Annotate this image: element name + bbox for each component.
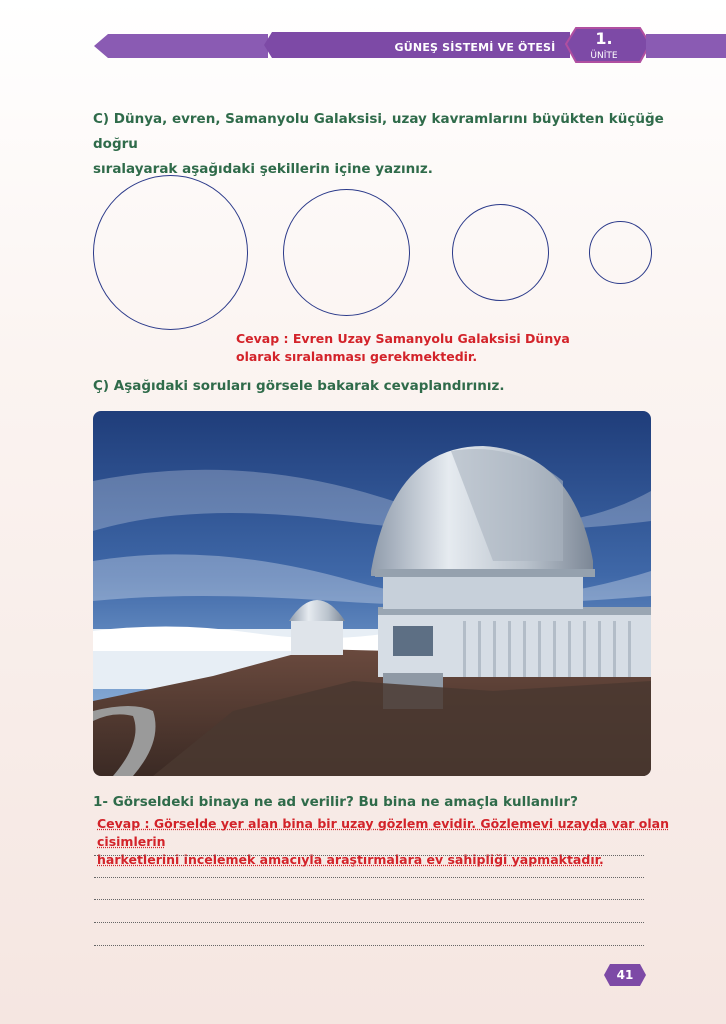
page-number: 41: [616, 968, 634, 982]
observatory-photo: [93, 411, 651, 776]
writing-line[interactable]: [94, 855, 644, 856]
question-cc: Ç) Aşağıdaki soruları görsele bakarak cevaplandırınız.: [93, 378, 505, 394]
answer-c-line1: Cevap : Evren Uzay Samanyolu Galaksisi Dünya: [236, 331, 570, 346]
answer-c-line2: olarak sıralanması gerekmektedir.: [236, 349, 478, 364]
chapter-title: GÜNEŞ SİSTEMİ VE ÖTESİ: [394, 40, 556, 54]
circle-large[interactable]: [283, 189, 410, 316]
circle-small[interactable]: [589, 221, 652, 284]
unit-label: ÜNİTE: [590, 51, 618, 61]
question-c-line1: C) Dünya, evren, Samanyolu Galaksisi, uzay kavramlarını büyükten küçüğe doğru: [93, 111, 664, 152]
writing-line[interactable]: [94, 877, 644, 878]
answer-c: [236, 330, 656, 366]
question-c-line2: sıralayarak aşağıdaki şekillerin içine yazınız.: [93, 161, 433, 177]
writing-line[interactable]: [94, 945, 644, 946]
question-1: 1- Görseldeki binaya ne ad verilir? Bu bina ne amaçla kullanılır?: [93, 794, 578, 810]
circle-largest[interactable]: [93, 175, 248, 330]
question-c: [93, 107, 693, 182]
writing-line[interactable]: [94, 922, 644, 923]
circle-medium[interactable]: [452, 204, 549, 301]
writing-line[interactable]: [94, 899, 644, 900]
answer-1-line2: harketlerini incelemek amacıyla araştırmalara ev sahipliği yapmaktadır.: [97, 852, 604, 867]
unit-number: 1.: [595, 29, 613, 48]
answer-1-line1: Cevap : Görselde yer alan bina bir uzay gözlem evidir. Gözlemevi uzayda var olan cisimlerin: [97, 816, 669, 849]
answer-1: [97, 815, 697, 869]
